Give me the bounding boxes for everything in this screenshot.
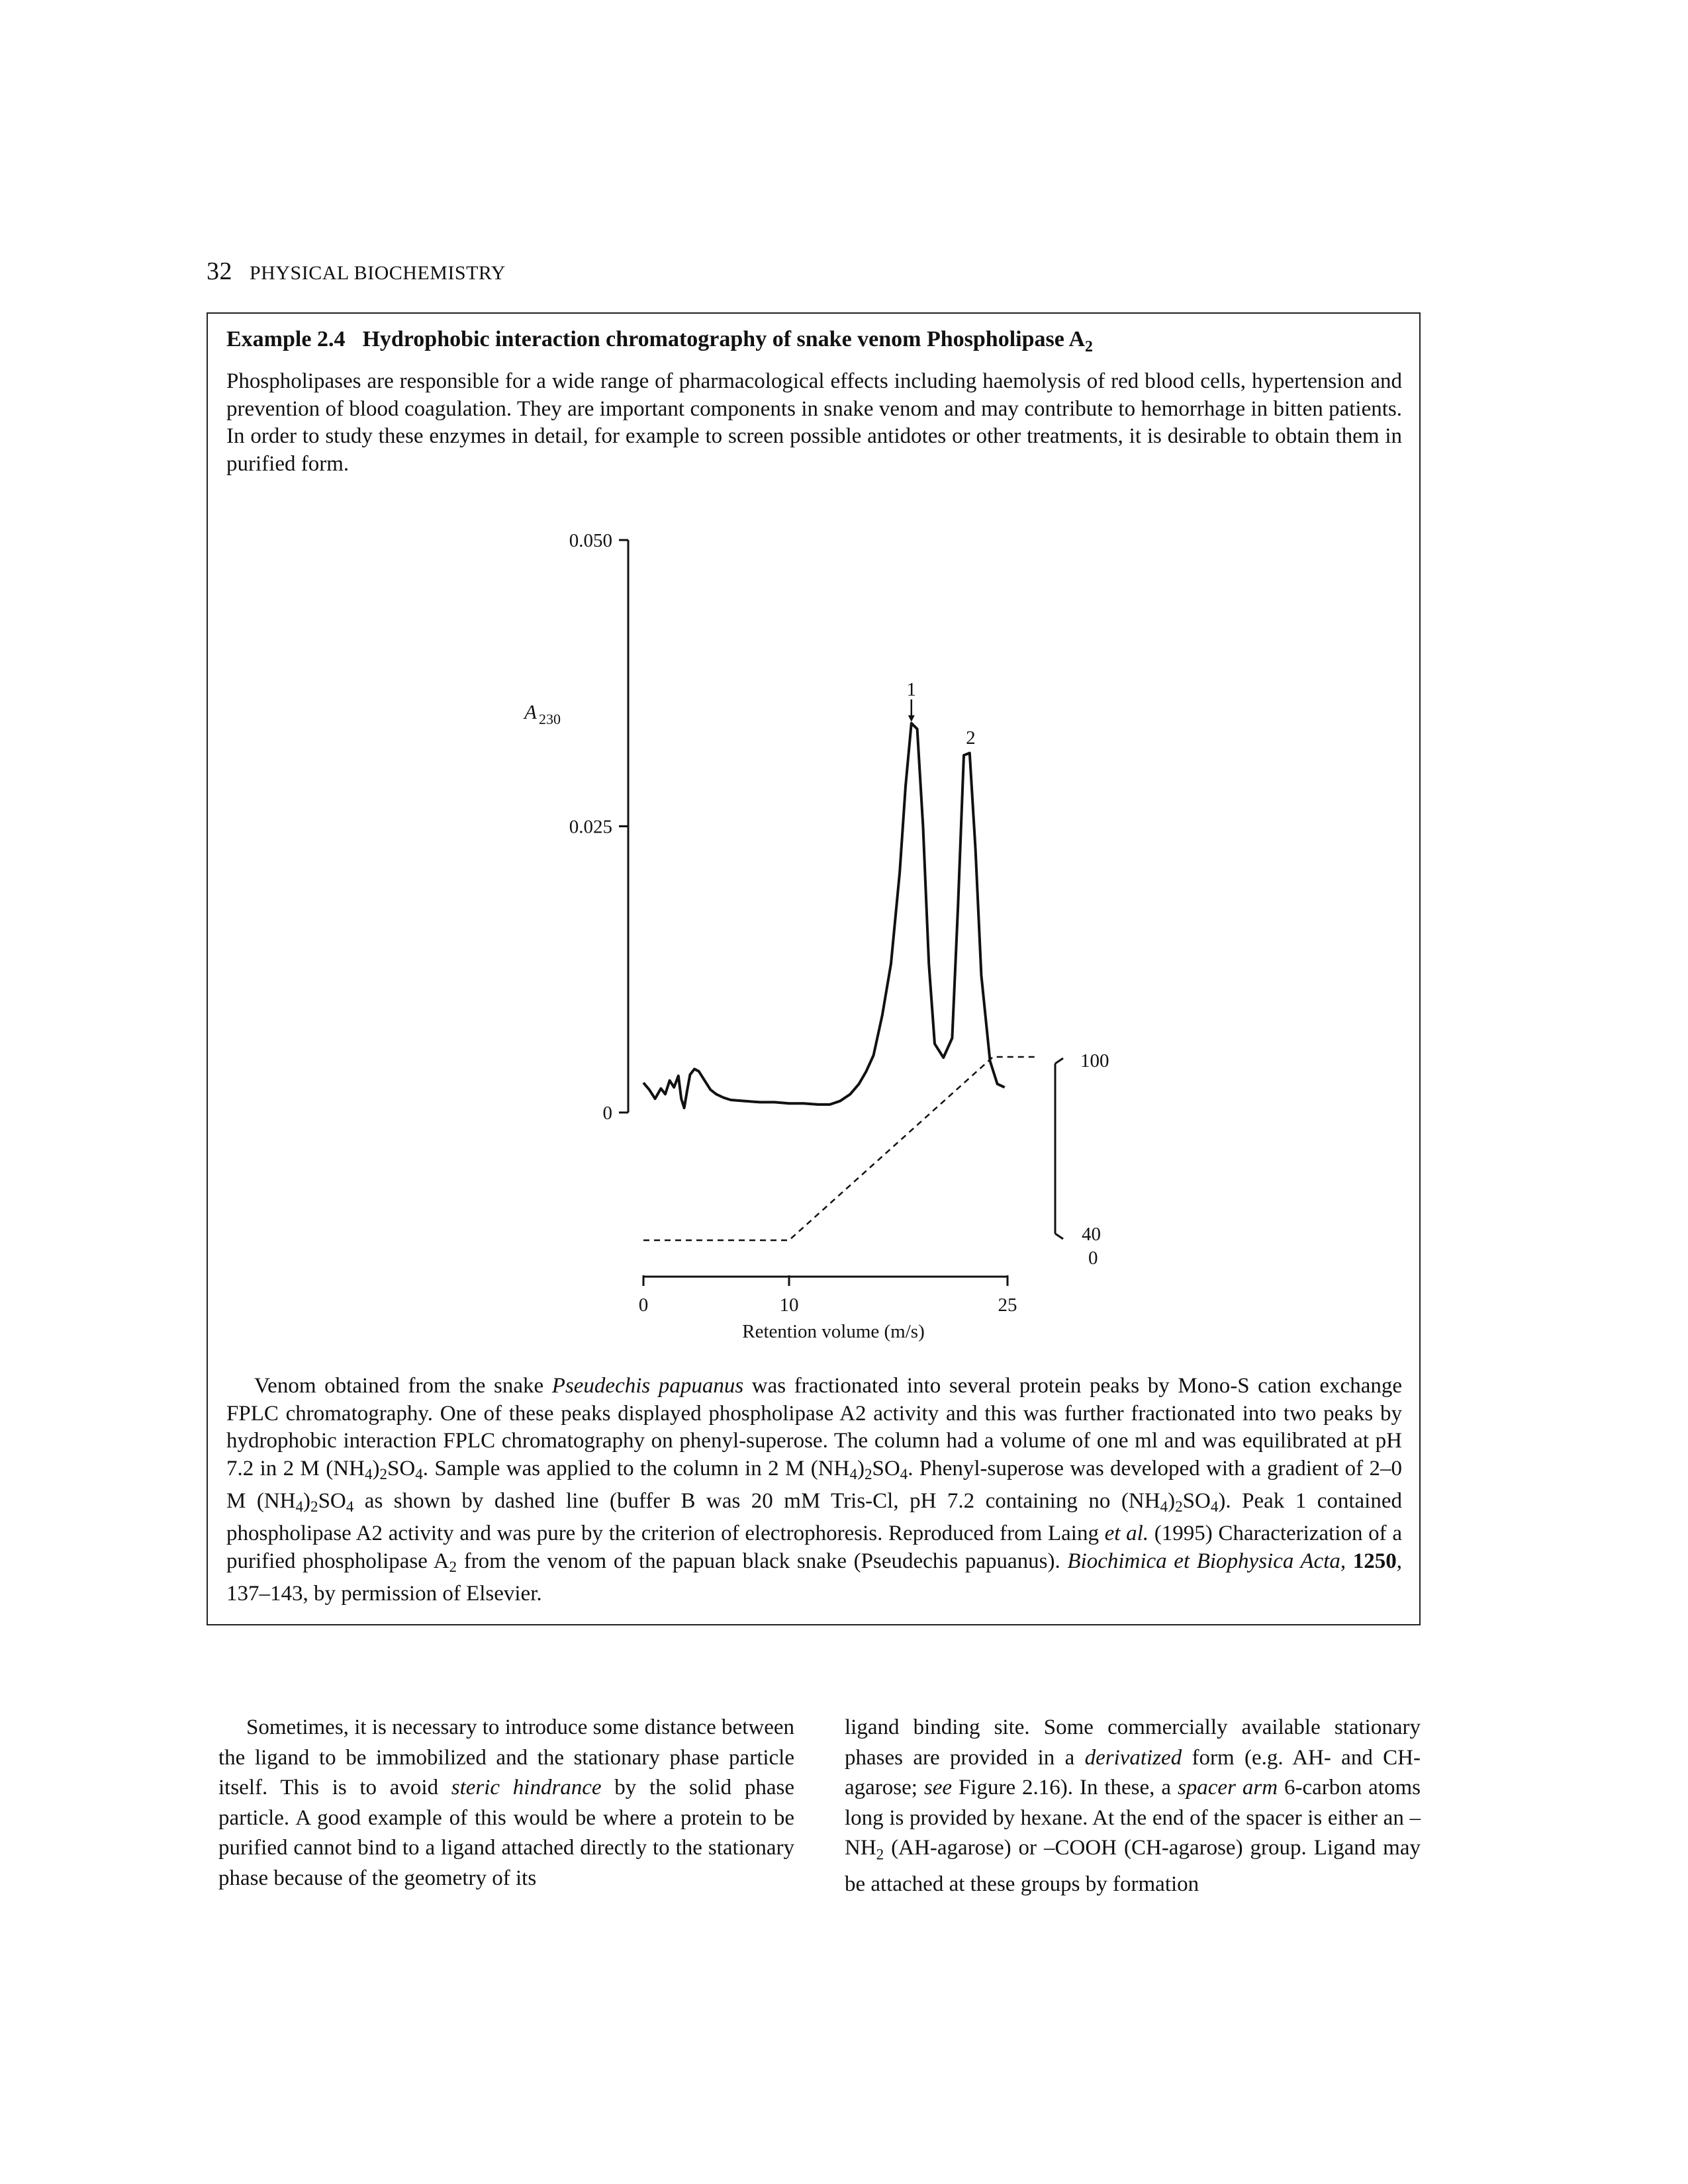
- absorbance-trace: [643, 723, 1005, 1108]
- example-label: Example 2.4: [226, 327, 346, 351]
- peak-2-label: 2: [966, 727, 976, 749]
- running-title: PHYSICAL BIOCHEMISTRY: [250, 262, 506, 284]
- y-axis-label-subscript: 230: [539, 711, 561, 727]
- x-tick-label: 25: [998, 1295, 1017, 1316]
- right-axis-label: 40: [1082, 1224, 1101, 1245]
- right-axis-label: 100: [1080, 1050, 1109, 1071]
- journal-name: Biochimica et Biophysica Acta,: [1067, 1549, 1346, 1573]
- right-axis-tick: [1055, 1058, 1063, 1064]
- x-tick-label: 0: [638, 1295, 649, 1316]
- page-number: 32: [207, 257, 232, 285]
- gradient-dashed-line: [643, 1057, 1037, 1240]
- example-box: [207, 312, 1421, 1625]
- body-text-right-column: ligand binding site. Some commercially available stationary phases are provided in a derivatized form (e.g. AH- and CH-agarose; see Figure 2.16). In these, a spacer arm 6-carbon atoms long is provided by hexane. At the end of the spacer is either an $-NH_2$ (AH-agarose) or –COOH (CH-agarose) group. Ligand may be attached at these groups by formation: [845, 1715, 1421, 1897]
- right-axis-label: 0: [1088, 1248, 1098, 1269]
- example-heading-subscript: 2: [1085, 338, 1093, 355]
- right-axis-tick: [1055, 1234, 1063, 1239]
- y-tick-label: 0.025: [569, 816, 612, 838]
- peak-1-arrowhead: [908, 715, 915, 722]
- figure-caption: Venom obtained from the snake Pseudechis papuanus was fractionated into several protein peaks by Mono-S cation exchange FPLC chromatography. One of these peaks displayed phospholipase A2 activity and this was further fractionated into two peaks by hydrophobic interaction FPLC chromatography on phenyl-superose. The column had a volume of one ml and was equilibrated at pH 7.2 in 2 M (NH4)2SO4. Sample was applied to the column in 2 M (NH4)2SO4. Phenyl-superose was developed with a gradient of 2–0 M (NH4)2SO4 as shown by dashed line (buffer B was 20 mM Tris-Cl, pH 7.2 containing no (NH4)2SO4). Peak 1 contained phospholipase A2 activity and was pure by the criterion of electrophoresis. Reproduced from Laing et al. (1995) Characterization of a purified phospholipase A2 from the venom of the papuan black snake (Pseudechis papuanus). Biochimica et Biophysica Acta, 1250, 137–143, by permission of Elsevier.: [226, 1374, 1402, 1606]
- running-head: [207, 257, 506, 286]
- y-tick-label: 0: [602, 1103, 612, 1124]
- y-tick-label: 0.050: [569, 530, 612, 551]
- species-name: Pseudechis papuanus: [551, 1374, 744, 1398]
- peak-1-label: 1: [906, 678, 917, 700]
- example-intro: Phospholipases are responsible for a wide range of pharmacological effects including haemolysis of red blood cells, hypertension and prevention of blood coagulation. They are important components in snake venom and may contribute to hemorrhage in bitten patients. In order to study these enzymes in detail, for example to screen possible antidotes or other treatments, it is desirable to obtain them in purified form.: [226, 369, 1402, 476]
- body-text-left-column: Sometimes, it is necessary to introduce some distance between the ligand to be immobilized and the stationary phase particle itself. This is to avoid steric hindrance by the solid phase particle. A good example of this would be where a protein to be purified cannot bind to a ligand attached directly to the stationary phase because of the geometry of its: [218, 1715, 794, 1890]
- journal-volume: 1250: [1352, 1549, 1397, 1573]
- y-axis-label: A: [524, 700, 537, 723]
- x-axis-label: Retention volume (m/s): [742, 1321, 925, 1342]
- x-tick-label: 10: [779, 1295, 799, 1316]
- example-heading: Hydrophobic interaction chromatography of snake venom Phospholipase A: [362, 327, 1086, 351]
